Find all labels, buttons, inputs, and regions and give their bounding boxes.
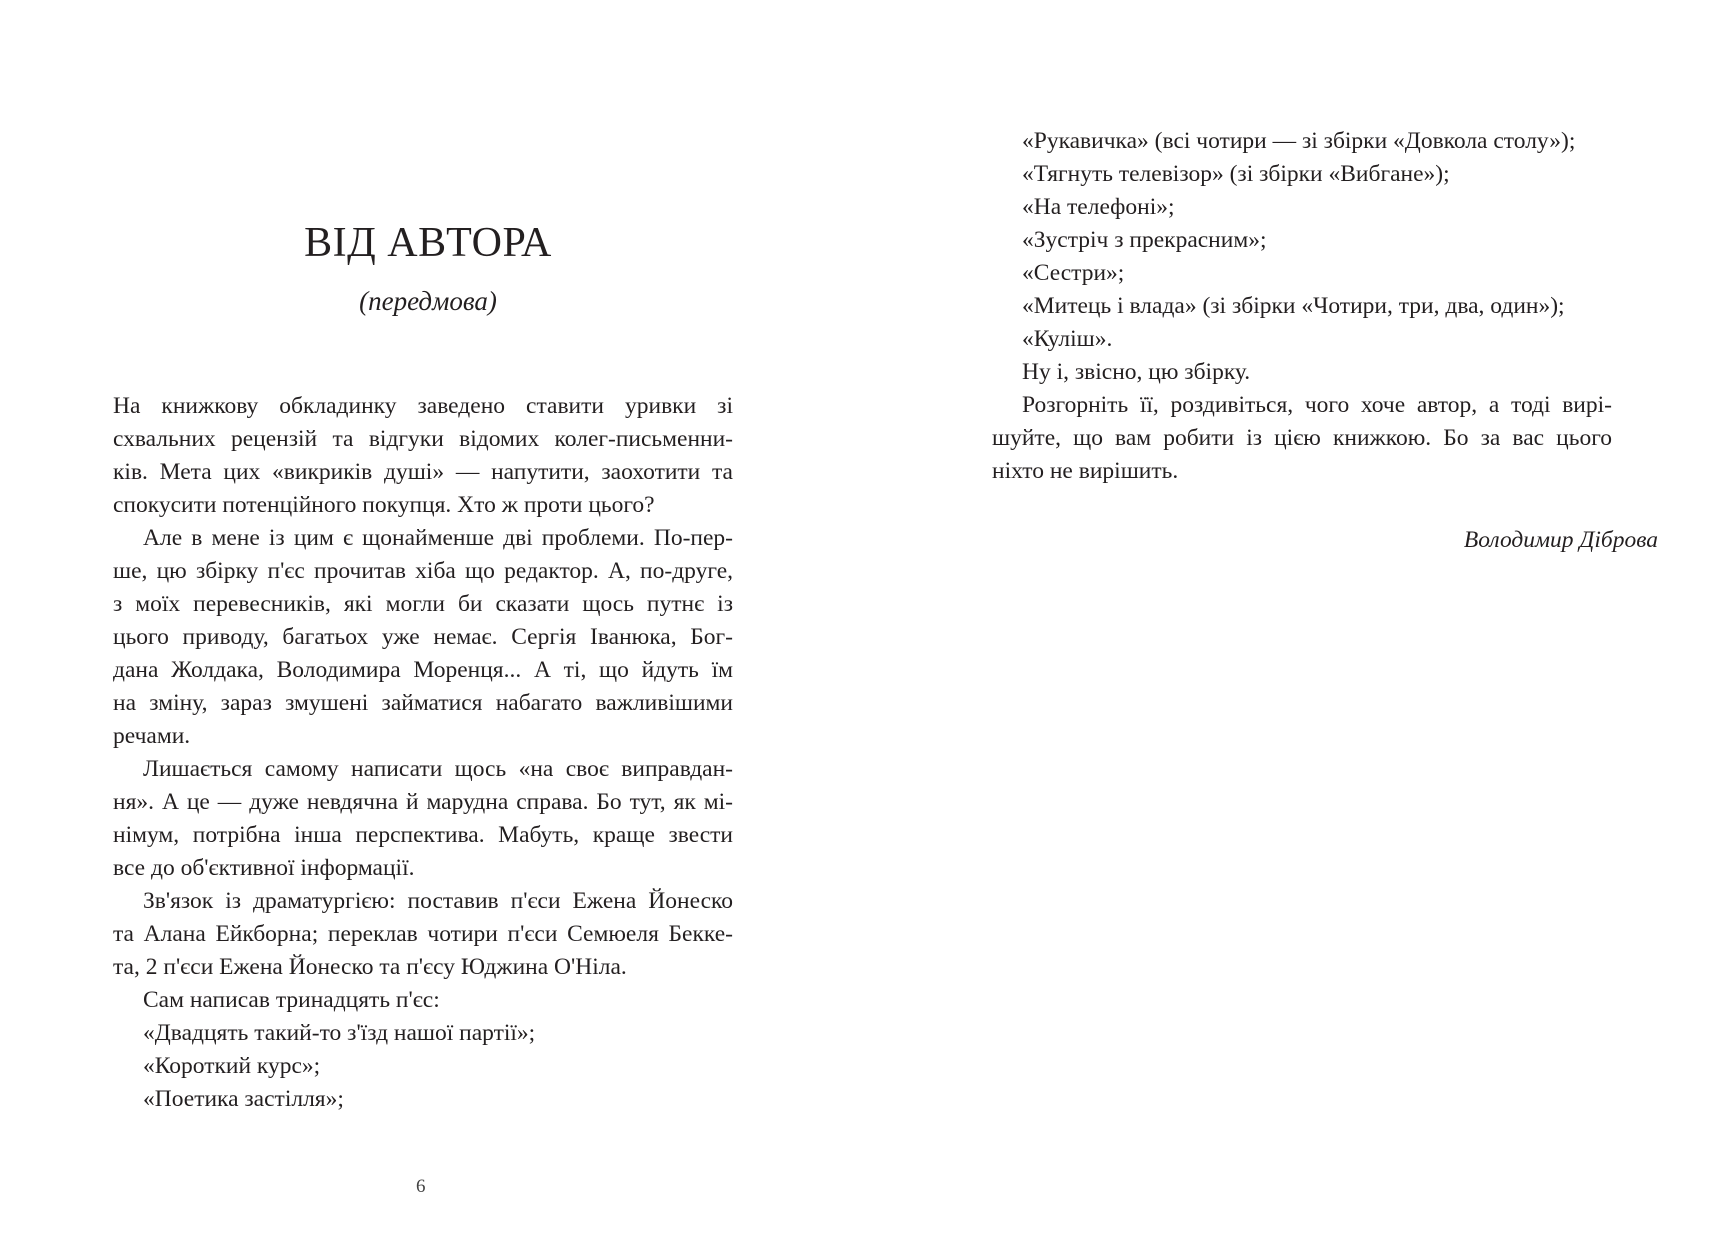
text-line: Ну і, звісно, цю збірку. bbox=[1022, 359, 1251, 385]
text-line: німум, потрібна інша перспектива. Мабуть, краще звести bbox=[113, 822, 733, 848]
text-line: На книжкову обкладинку заведено ставити уривки зі bbox=[113, 393, 733, 419]
text-line: «Зустріч з прекрасним»; bbox=[1022, 227, 1267, 253]
text-line: «Куліш». bbox=[1022, 326, 1113, 352]
author-signature: Володимир Діброва bbox=[1463, 527, 1658, 553]
text-line: «Поетика застілля»; bbox=[143, 1086, 344, 1112]
text-line: схвальних рецензій та відгуки відомих колег-письменни- bbox=[113, 426, 733, 452]
text-line: «Двадцять такий-то з'їзд нашої партії»; bbox=[143, 1020, 536, 1046]
text-line: Сам написав тринадцять п'єс: bbox=[143, 987, 440, 1013]
page-subtitle: (передмова) bbox=[359, 286, 497, 316]
text-line: ше, цю збірку п'єс прочитав хіба що редактор. А, по-друге, bbox=[113, 558, 733, 584]
text-line: «Короткий курс»; bbox=[143, 1053, 321, 1079]
text-line: речами. bbox=[113, 723, 191, 749]
text-line: Але в мене із цим є щонайменше дві проблеми. По-пер- bbox=[143, 525, 733, 551]
text-line: ніхто не вирішить. bbox=[992, 458, 1179, 484]
text-line: ня». А це — дуже невдячна й марудна справа. Бо тут, як мі- bbox=[113, 789, 733, 815]
left-page bbox=[0, 0, 856, 1258]
text-line: та Алана Ейкборна; переклав чотири п'єси Семюеля Бекке- bbox=[113, 921, 733, 947]
page-number: 6 bbox=[416, 1176, 426, 1197]
text-line: Зв'язок із драматургією: поставив п'єси Ежена Йонеско bbox=[143, 888, 733, 914]
text-line: «Сестри»; bbox=[1022, 260, 1125, 286]
text-line: та, 2 п'єси Ежена Йонеско та п'єсу Юджина О'Ніла. bbox=[113, 954, 627, 980]
text-line: шуйте, що вам робити із цією книжкою. Бо за вас цього bbox=[992, 425, 1612, 451]
text-line: «Митець і влада» (зі збірки «Чотири, три, два, один»); bbox=[1022, 293, 1565, 319]
text-line: дана Жолдака, Володимира Моренця... А ті, що йдуть їм bbox=[113, 657, 733, 683]
page-title: ВІД АВТОРА bbox=[304, 220, 552, 266]
text-line: Лишається самому написати щось «на своє виправдан- bbox=[143, 756, 733, 782]
text-line: Розгорніть її, роздивіться, чого хоче автор, а тоді вирі- bbox=[1022, 392, 1612, 418]
right-page bbox=[856, 0, 1713, 1258]
text-line: «Тягнуть телевізор» (зі збірки «Вибгане»); bbox=[1022, 161, 1450, 187]
body-text-left bbox=[113, 390, 733, 1116]
text-line: «На телефоні»; bbox=[1022, 194, 1175, 220]
text-line: цього приводу, багатьох уже немає. Сергія Іванюка, Бог- bbox=[113, 624, 733, 650]
text-line: ків. Мета цих «викриків душі» — напутити, заохотити та bbox=[113, 459, 733, 485]
text-line: з моїх перевесників, які могли би сказати щось путнє із bbox=[113, 591, 733, 617]
text-line: спокусити потенційного покупця. Хто ж проти цього? bbox=[113, 492, 655, 518]
text-line: «Рукавичка» (всі чотири — зі збірки «Довкола столу»); bbox=[1022, 128, 1576, 154]
text-line: на зміну, зараз змушені займатися набагато важливішими bbox=[113, 690, 733, 716]
body-text-right bbox=[992, 125, 1612, 488]
text-line: все до об'єктивної інформації. bbox=[113, 855, 415, 881]
